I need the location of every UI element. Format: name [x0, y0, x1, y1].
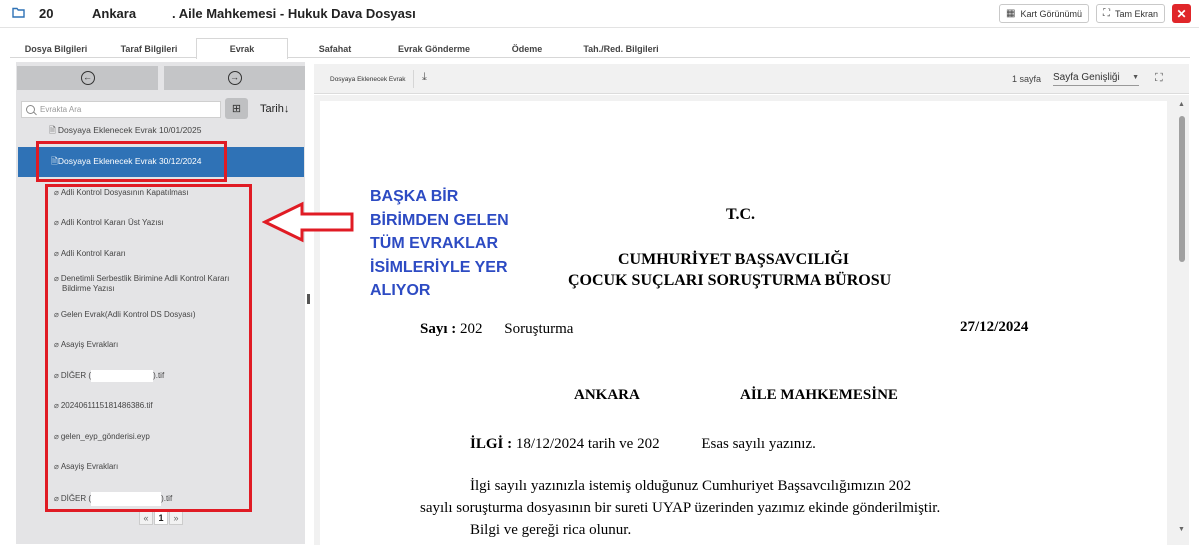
- chevron-down-icon: ▼: [1132, 74, 1139, 81]
- document-label: Dosyaya Eklenecek Evrak 30/12/2024: [57, 156, 202, 166]
- doc-addressee-court: AİLE MAHKEMESİNE: [740, 387, 898, 403]
- download-icon[interactable]: ⤓: [422, 71, 427, 83]
- attachment-label: Adli Kontrol Kararı Üst Yazısı: [60, 218, 164, 227]
- pagination-page-current[interactable]: 1: [154, 511, 168, 525]
- next-document-button[interactable]: [164, 66, 305, 90]
- attachment-label: 20240611151814863​86.tif: [60, 401, 153, 410]
- tab-safahat[interactable]: Safahat: [318, 43, 352, 54]
- paperclip-icon: ⌀: [54, 310, 59, 319]
- paperclip-icon: ⌀: [54, 188, 59, 197]
- page-count: 1 sayfa: [1012, 74, 1042, 84]
- annotation-line: İSİMLERİYLE YER: [370, 258, 508, 276]
- expand-viewer-icon[interactable]: ⛶: [1155, 72, 1163, 84]
- tab-dosya-bilgileri[interactable]: Dosya Bilgileri: [24, 43, 88, 54]
- scroll-down-icon[interactable]: ▼: [1178, 526, 1185, 533]
- scroll-up-icon[interactable]: ▲: [1178, 101, 1185, 108]
- attachment-suffix: ).tif: [161, 494, 173, 504]
- tab-taraf-bilgileri[interactable]: Taraf Bilgileri: [120, 43, 178, 54]
- expand-icon: ⛶: [1103, 8, 1110, 19]
- grid-icon: ▦: [1006, 8, 1016, 19]
- viewer-toolbar: [314, 64, 1189, 94]
- doc-ilgi-ref: Esas sayılı yazınız.: [701, 436, 816, 452]
- case-title: . Aile Mahkemesi - Hukuk Dava Dosyası: [172, 6, 416, 21]
- attachment-label: Asayiş Evrakları: [60, 340, 119, 349]
- document-icon: 🗎: [51, 156, 58, 166]
- panel-resize-handle[interactable]: [307, 294, 310, 304]
- annotation-line: BAŞKA BİR: [370, 188, 459, 205]
- zoom-select[interactable]: [1053, 72, 1139, 86]
- court-city: Ankara: [92, 6, 137, 21]
- annotation-line: ALIYOR: [370, 282, 431, 299]
- document-page: [320, 101, 1167, 545]
- annotation-highlight-attachments: [45, 184, 252, 512]
- doc-office-line2: ÇOCUK SUÇLARI SORUŞTURMA BÜROSU: [568, 272, 892, 289]
- attachment-label: Denetimli Serbestlik Birimine Adli Kontrol Kararı: [60, 274, 230, 283]
- tree-view-button[interactable]: [225, 98, 248, 119]
- zoom-value: Sayfa Genişliği: [1053, 72, 1120, 83]
- doc-tc: T.C.: [726, 206, 756, 223]
- document-item[interactable]: [49, 125, 202, 139]
- search-placeholder: Evrakta Ara: [40, 105, 82, 114]
- doc-office-line1: CUMHURİYET BAŞSAVCILIĞI: [618, 251, 850, 268]
- attachment-suffix: ).tif: [153, 371, 165, 381]
- paperclip-icon: ⌀: [54, 462, 59, 471]
- paperclip-icon: ⌀: [54, 218, 59, 227]
- doc-ilgi-value: 18/12/2024 tarih ve 202: [515, 436, 660, 452]
- paperclip-icon: ⌀: [54, 494, 59, 504]
- attachment-label-cont: Bildirme Yazısı: [62, 284, 115, 293]
- doc-date: 27/12/2024: [960, 319, 1029, 335]
- annotation-text: [370, 185, 545, 303]
- sort-by-date-button[interactable]: Tarih↓: [260, 103, 290, 115]
- attachment-label: gelen_eyp_gönderisi.eyp: [60, 432, 150, 441]
- redacted-area: [660, 434, 698, 448]
- viewer-document-label: Dosyaya Eklenecek Evrak: [330, 76, 406, 83]
- pagination: [139, 510, 184, 525]
- doc-ilgi-line: [470, 434, 816, 453]
- paperclip-icon: ⌀: [54, 432, 59, 441]
- fullscreen-button[interactable]: [1096, 4, 1165, 23]
- scrollbar-thumb[interactable]: [1179, 116, 1185, 262]
- window-titlebar: [0, 0, 1199, 28]
- folder-icon: [12, 7, 25, 18]
- tab-bar: [10, 38, 1190, 58]
- doc-body-line1: İlgi sayılı yazınızla istemiş olduğunuz Cumhuriyet Başsavcılığımızın 202: [470, 478, 912, 494]
- search-icon: [26, 105, 35, 114]
- paperclip-icon: ⌀: [54, 371, 59, 381]
- previous-document-button[interactable]: [17, 66, 158, 90]
- paperclip-icon: ⌀: [54, 401, 59, 410]
- pagination-prev[interactable]: «: [139, 511, 153, 525]
- fullscreen-label: Tam Ekran: [1115, 8, 1159, 19]
- annotation-line: BİRİMDEN GELEN: [370, 211, 509, 229]
- tab-evrak-gonderme[interactable]: Evrak Gönderme: [397, 43, 471, 54]
- doc-sayi-value: 202: [460, 321, 483, 337]
- toolbar-divider: [413, 70, 414, 88]
- attachment-label: DİĞER (: [60, 494, 92, 504]
- paperclip-icon: ⌀: [54, 340, 59, 349]
- doc-sayi-label: Sayı :: [420, 321, 457, 337]
- tab-odeme[interactable]: Ödeme: [511, 43, 543, 54]
- attachment-label: DİĞER (: [60, 371, 92, 381]
- document-icon: 🗎: [49, 125, 56, 135]
- redacted-area: [483, 319, 501, 333]
- doc-body-line3: Bilgi ve gereği rica olunur.: [470, 522, 632, 538]
- attachment-label: Adli Kontrol Dosyasının Kapatılması: [60, 188, 189, 197]
- close-icon: ✕: [1176, 6, 1187, 21]
- doc-addressee-city: ANKARA: [574, 387, 640, 403]
- document-viewer: [314, 95, 1189, 545]
- card-view-label: Kart Görünümü: [1020, 8, 1082, 19]
- document-label: Dosyaya Eklenecek Evrak 10/01/2025: [57, 125, 202, 135]
- case-number: 20: [39, 6, 54, 21]
- doc-sayi-type: Soruşturma: [504, 321, 574, 337]
- pagination-next[interactable]: »: [169, 511, 183, 525]
- doc-body-line2: sayılı soruşturma dosyasının bir sureti UYAP üzerinden yazımız ekinde gönderilmiştir.: [420, 500, 941, 516]
- arrow-left-icon: ←: [81, 71, 95, 85]
- paperclip-icon: ⌀: [54, 274, 59, 283]
- tab-tahsilat-red[interactable]: Tah./Red. Bilgileri: [583, 43, 659, 54]
- attachment-label: Asayiş Evrakları: [60, 462, 119, 471]
- tree-structure-icon: ⊞: [231, 103, 242, 115]
- viewer-scrollbar[interactable]: [1176, 100, 1188, 540]
- annotation-highlight-selected: [36, 141, 227, 182]
- tab-evrak[interactable]: Evrak: [196, 38, 288, 59]
- arrow-right-icon: →: [228, 71, 242, 85]
- document-search-input[interactable]: [21, 101, 221, 118]
- annotation-line: TÜM EVRAKLAR: [370, 235, 498, 252]
- attachment-label: Adli Kontrol Kararı: [60, 249, 126, 258]
- close-button[interactable]: [1172, 4, 1191, 23]
- card-view-button[interactable]: [999, 4, 1089, 23]
- attachment-label: Gelen Evrak(Adli Kontrol DS Dosyası): [60, 310, 196, 319]
- doc-ilgi-label: İLGİ :: [470, 436, 513, 452]
- doc-sayi-line: [420, 319, 573, 338]
- annotation-arrow-icon: [262, 201, 356, 243]
- paperclip-icon: ⌀: [54, 249, 59, 258]
